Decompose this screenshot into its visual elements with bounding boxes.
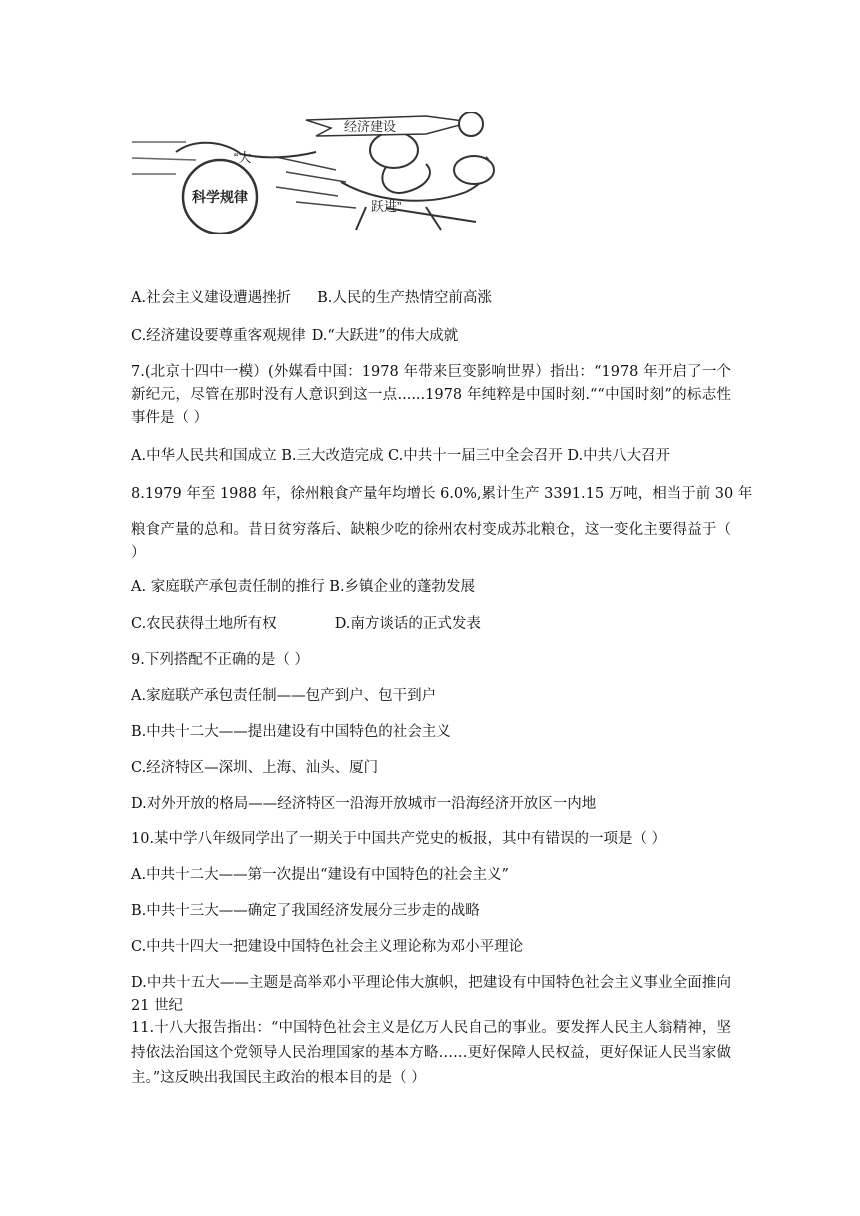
q9-option-c: C.经济特区—深圳、上海、汕头、厦门 (131, 760, 379, 776)
q11-stem: 11.十八大报告指出：“中国特色社会主义是亿万人民自己的事业。要发挥人民主人翁精神，坚持依法治国这个党领导人民治理国家的基本方略……更好保障人民权益，更好保证人民当家做主。”这反映出我国民主政治的根本目的是（ ） (131, 1020, 731, 1086)
q7-stem: 7.(北京十四中一模）(外媒看中国：1978 年带来巨变影响世界）指出：“1978 年开启了一个新纪元，尽管在那时没有人意识到这一点......1978 年纯粹是中国时刻.““中国时刻”的标志性事件是（ ） (131, 364, 731, 426)
q8-option-d: D.南方谈话的正式发表 (334, 616, 481, 632)
q9-option-d: D.对外开放的格局——经济特区一沿海开放城市一沿海经济开放区一内地 (131, 796, 597, 812)
q6-options-ab (131, 288, 492, 308)
q9-stem: 9.下列搭配不正确的是（ ） (131, 652, 309, 668)
q9-option-b: B.中共十二大——提出建设有中国特色的社会主义 (131, 724, 451, 740)
q7-options: A.中华人民共和国成立 B.三大改造完成 C.中共十一届三中全会召开 D.中共八大召开 (131, 448, 671, 464)
q8-option-c: C.农民获得土地所有权 (131, 616, 277, 632)
q6-options-cd (131, 326, 458, 346)
q10-option-c: C.中共十四大一把建设中国特色社会主义理论称为邓小平理论 (131, 939, 524, 955)
q6-option-c: C.经济建设要尊重客观规律 (131, 328, 306, 344)
q8-stem-line2: 粮食产量的总和。昔日贫穷落后、缺粮少吃的徐州农村变成苏北粮仓，这一变化主要得益于（ ） (131, 522, 731, 561)
q10-option-a: A.中共十二大——第一次提出“建设有中国特色的社会主义” (131, 867, 509, 883)
q8-options-ab: A. 家庭联产承包责任制的推行 B.乡镇企业的蓬勃发展 (131, 579, 476, 595)
q9-option-a: A.家庭联产承包责任制——包产到户、包干到户 (131, 688, 437, 704)
q8-options-cd (131, 614, 481, 634)
q8-stem-line1: 8.1979 年至 1988 年，徐州粮食产量年均增长 6.0%,累计生产 3391.15 万吨，相当于前 30 年 (131, 486, 753, 502)
cartoon-image (126, 112, 530, 234)
q10-stem: 10.某中学八年级同学出了一期关于中国共产党史的板报，其中有错误的一项是（ ） (131, 831, 667, 847)
leap-label-a: “大 (234, 150, 252, 165)
q6-option-d: D.“大跃进”的伟大成就 (311, 328, 459, 344)
q6-option-a: A.社会主义建设遭遇挫折 (131, 290, 292, 306)
ball-label: 科学规律 (192, 189, 248, 205)
q10-option-b: B.中共十三大——确定了我国经济发展分三步走的战略 (131, 903, 480, 919)
q6-option-b: B.人民的生产热情空前高涨 (317, 290, 492, 306)
leap-label-b: 跃进” (371, 199, 402, 214)
banner-label: 经济建设 (344, 119, 397, 134)
q10-option-d: D.中共十五大——主题是高举邓小平理论伟大旗帜，把建设有中国特色社会主义事业全面推向 21 世纪 (131, 975, 731, 1014)
